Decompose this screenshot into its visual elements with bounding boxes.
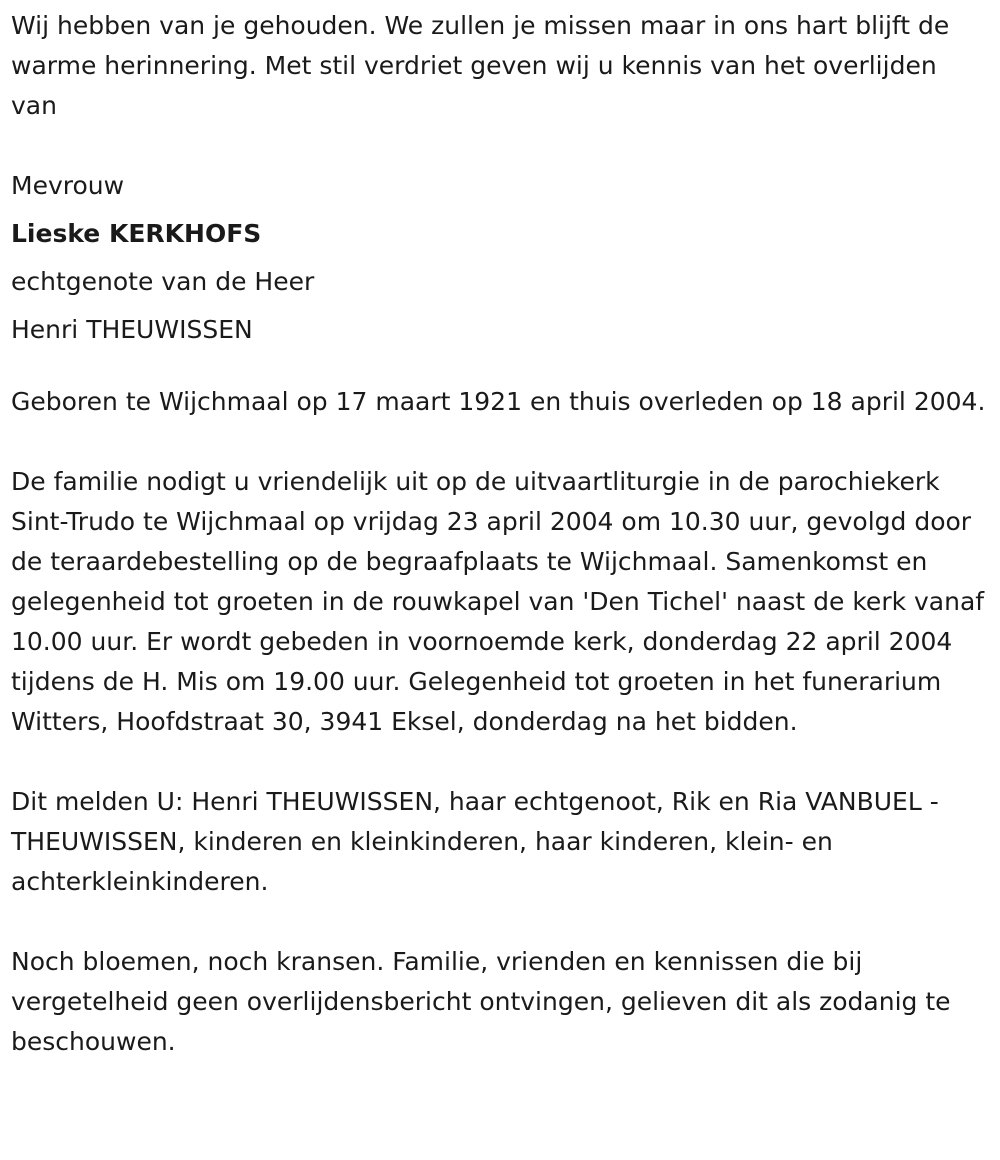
deceased-title: Mevrouw (11, 171, 125, 200)
birth-death-paragraph: Geboren te Wijchmaal op 17 maart 1921 en thuis overleden op 18 april 2004. (11, 387, 986, 416)
deceased-name: Lieske KERKHOFS (11, 219, 262, 248)
deceased-block (11, 162, 986, 354)
deceased-relation: echtgenote van de Heer (11, 267, 315, 296)
announced-by-paragraph: Dit melden U: Henri THEUWISSEN, haar echtgenoot, Rik en Ria VANBUEL - THEUWISSEN, kinderen en kleinkinderen, haar kinderen, klein- en achterkleinkinderen. (11, 787, 939, 896)
closing-paragraph: Noch bloemen, noch kransen. Familie, vrienden en kennissen die bij vergetelheid geen overlijdensbericht ontvingen, gelieven dit als zodanig te beschouwen. (11, 947, 951, 1056)
obituary-document (11, 6, 986, 1102)
intro-paragraph: Wij hebben van je gehouden. We zullen je missen maar in ons hart blijft de warme herinnering. Met stil verdriet geven wij u kennis van het overlijden van (11, 11, 950, 120)
deceased-spouse: Henri THEUWISSEN (11, 315, 253, 344)
funeral-paragraph: De familie nodigt u vriendelijk uit op de uitvaartliturgie in de parochiekerk Sint-Trudo te Wijchmaal op vrijdag 23 april 2004 om 10.30 uur, gevolgd door de teraardebestelling op de begraafplaats te Wijchmaal. Samenkomst en gelegenheid tot groeten in de rouwkapel van 'Den Tichel' naast de kerk vanaf 10.00 uur. Er wordt gebeden in voornoemde kerk, donderdag 22 april 2004 tijdens de H. Mis om 19.00 uur. Gelegenheid tot groeten in het funerarium Witters, Hoofdstraat 30, 3941 Eksel, donderdag na het bidden. (11, 467, 985, 736)
